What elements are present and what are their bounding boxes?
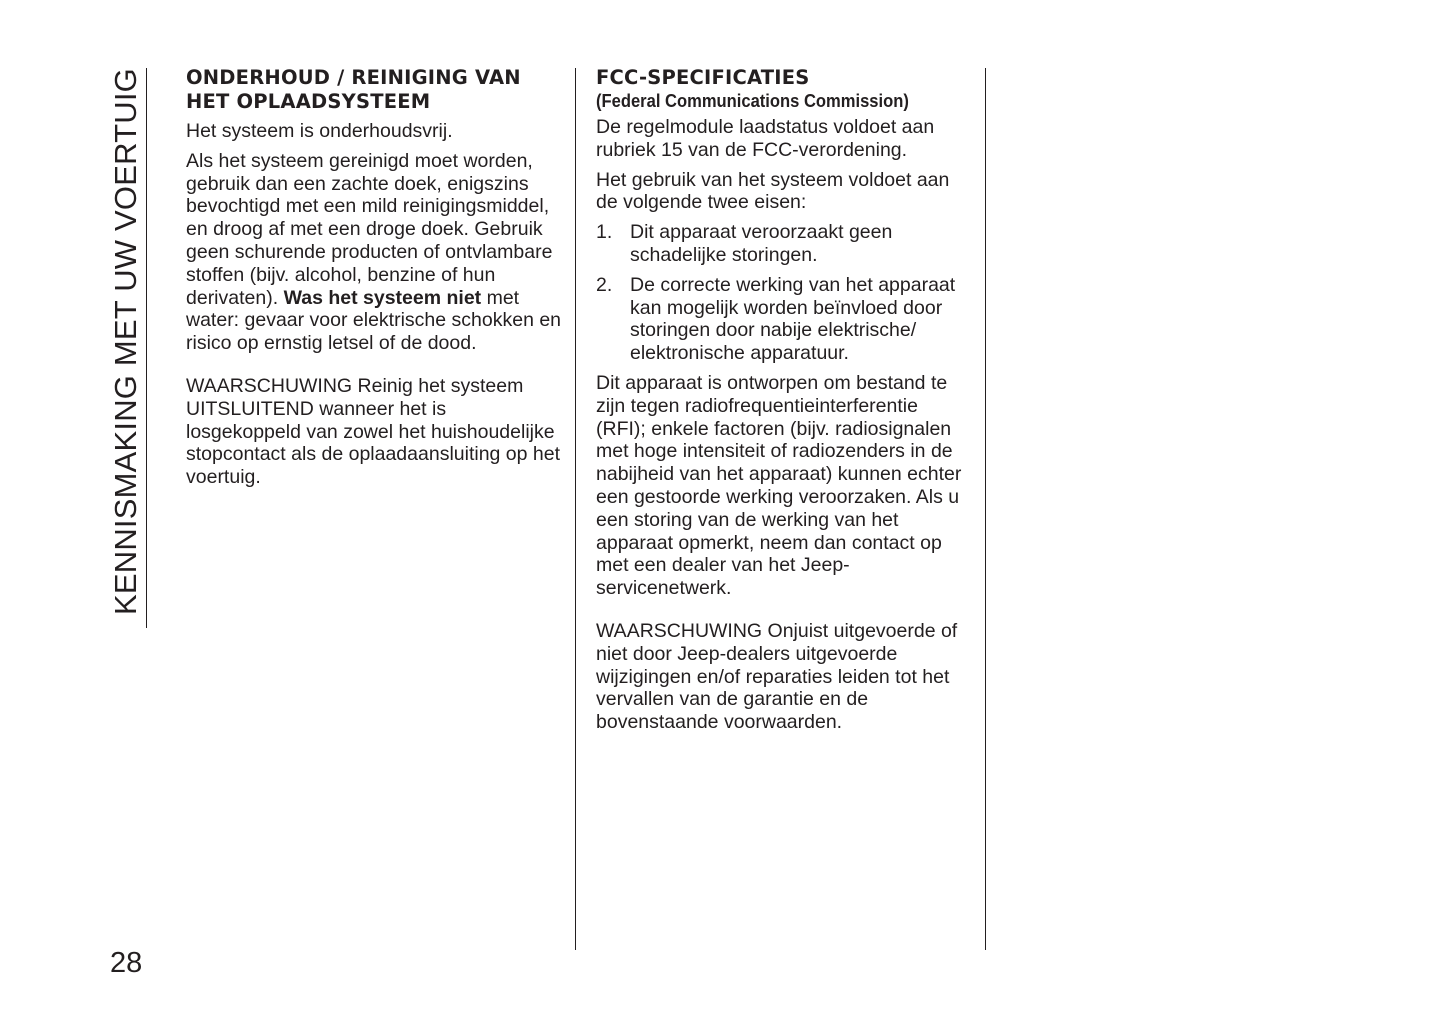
chapter-title-rule <box>146 68 147 628</box>
maintenance-heading-line1: ONDERHOUD / REINIGING VAN <box>186 66 521 89</box>
cleaning-bold-text: Was het systeem niet <box>283 286 482 309</box>
cleaning-paragraph <box>186 150 564 355</box>
rfi-paragraph: Dit apparaat is ontworpen om bestand te zijn tegen radiofrequentieinterferentie (RFI); enkele factoren (bijv. radiosignalen met hoge intensiteit of radiozenders in de nabijheid van het apparaat) kunnen echter een gestoorde werking veroorzaken. Als u een storing van de werking van het apparaat opmerkt, neem dan contact op met een dealer van het Jeep-servicenetwerk. <box>596 371 962 600</box>
column-divider-left <box>575 68 576 950</box>
fcc-section <box>596 66 968 741</box>
chapter-title: KENNISMAKING MET UW VOERTUIG <box>108 68 143 616</box>
fcc-requirements-list <box>596 221 968 365</box>
fcc-subheading: (Federal Communications Commission) <box>596 91 909 111</box>
cleaning-warning: WAARSCHUWING Reinig het systeem UITSLUITEND wanneer het is losgekoppeld van zowel het huishoudelijke stopcontact als de oplaadaansluiting op het voertuig. <box>186 374 561 489</box>
list-item-number: 2. <box>596 273 613 296</box>
side-title-container <box>104 68 148 628</box>
column-divider-right <box>985 68 986 950</box>
list-item <box>596 274 968 365</box>
maintenance-free-paragraph: Het systeem is onderhoudsvrij. <box>186 120 453 142</box>
fcc-compliance-paragraph: De regelmodule laadstatus voldoet aan rubriek 15 van de FCC-verordening. <box>596 116 935 161</box>
fcc-warning: WAARSCHUWING Onjuist uitgevoerde of niet door Jeep-dealers uitgevoerde wijzigingen en/of reparaties leiden tot het vervallen van de garantie en de bovenstaande voorwaarden. <box>596 619 958 734</box>
maintenance-section <box>186 66 564 496</box>
page-number: 28 <box>110 947 143 979</box>
list-item-text: De correcte werking van het apparaat kan mogelijk worden beïnvloed door storingen door nabije elektrische/ elektronische apparatuur. <box>630 273 956 365</box>
list-item-number: 1. <box>596 221 613 244</box>
list-item-text: Dit apparaat veroorzaakt geen schadelijke storingen. <box>630 221 893 266</box>
maintenance-heading <box>186 66 564 114</box>
cleaning-text: Als het systeem gereinigd moet worden, gebruik dan een zachte doek, enigszins bevochtigd met een mild reinigingsmiddel, en droog af met een droge doek. Gebruik geen schurende producten of ontvlambare stoffen (bijv. alcohol, benzine of hun derivaten). <box>186 149 553 309</box>
fcc-heading: FCC-SPECIFICATIES <box>596 66 810 89</box>
cleaning-tail-text: met water: gevaar voor elektrische schokken en risico op ernstig letsel of de dood. <box>186 286 562 355</box>
fcc-requirements-intro: Het gebruik van het systeem voldoet aan de volgende twee eisen: <box>596 168 950 214</box>
maintenance-heading-line2: HET OPLAADSYSTEEM <box>186 90 431 113</box>
list-item <box>596 221 968 267</box>
